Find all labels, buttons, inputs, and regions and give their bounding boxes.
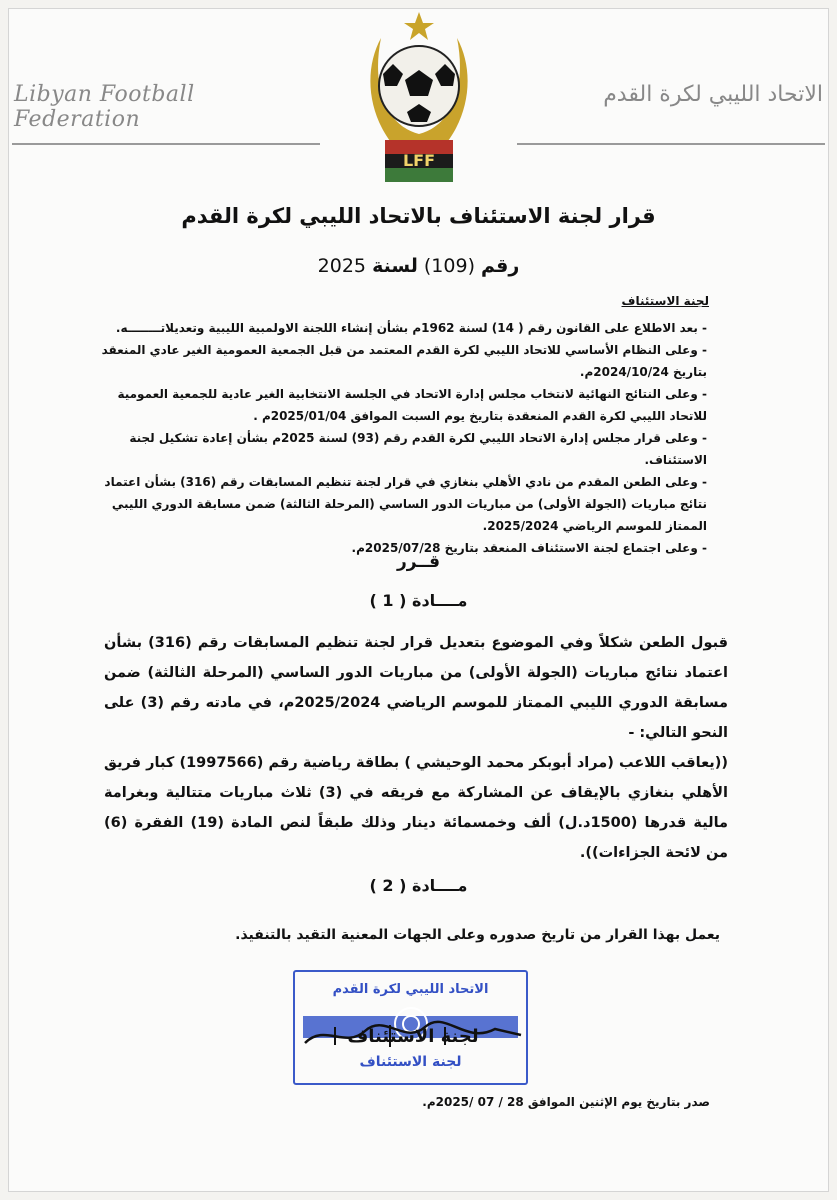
header-english-name: Libyan Football Federation [14,82,195,132]
logo-flag-stripe-green [385,168,453,182]
preliminary-item: - وعلى النظام الأساسي للاتحاد الليبي لكرة القدم المعتمد من قبل الجمعية العمومية الغير عادي المنعقد بتاريخ 2024/10/24م. [101,343,707,379]
header-divider-left [12,143,320,145]
decides-heading: قــرر [396,552,441,572]
issued-date-line: صدر بتاريخ يوم الإثنين الموافق 28 / 07 /2025م. [422,1095,710,1109]
header-divider-right [517,143,825,145]
preliminary-item: - وعلى قرار مجلس إدارة الاتحاد الليبي لكرة القدم رقم (93) لسنة 2025م بشأن إعادة تشكيل لجنة الاستئناف. [129,431,707,467]
number-value: (109) [423,255,475,277]
number-prefix: رقم [481,255,520,277]
article-2-heading: مــــادة ( 2 ) [369,876,468,895]
handwritten-signature [295,1015,531,1055]
preliminary-item: - وعلى الطعن المقدم من نادي الأهلي بنغازي في قرار لجنة تنظيم المسابقات رقم (316) بشأن اعتماد نتائج مباريات (الجولة الأولى) من مباريات الدور الساسي (المرحلة الثالثة) ضمن مسابقة الدوري الليبي الممتاز للموسم الرياضي 2025/2024. [104,475,707,533]
lff-logo [363,8,475,193]
preliminary-item: - وعلى اجتماع لجنة الاستئناف المنعقد بتاريخ 2025/07/28م. [351,541,707,555]
preliminary-item: - بعد الاطلاع على القانون رقم ( 14) لسنة 1962م بشأن إنشاء اللجنة الاولمبية الليبية وتعديلاتــــــــه. [115,321,707,335]
article-1-paragraph: ((يعاقب اللاعب (مراد أبوبكر محمد الوحيشي ) بطاقة رياضية رقم (1997566) كبار فريق الأهلي بنغازي بالإيقاف عن المشاركة مع فريقه في (3) ثلاث مباريات متتالية وبغرامة مالية قدرها (1500د.ل) ألف وخمسمائة دينار وذلك طبقاً لنص المادة (19) الفقرة (6) من لائحة الجزاءات)). [104,755,728,861]
year-value: 2025 [317,255,367,277]
article-1-body [104,628,728,868]
article-2-body: يعمل بهذا القرار من تاريخ صدوره وعلى الجهات المعنية التقيد بالتنفيذ. [235,927,720,943]
committee-label: لجنة الاستئناف [621,294,709,308]
article-1-paragraph: قبول الطعن شكلاً وفي الموضوع بتعديل قرار لجنة تنظيم المسابقات رقم (316) بشأن اعتماد نتائج مباريات (الجولة الأولى) من مباريات الدور الساسي (المرحلة الثالثة) ضمن مسابقة الدوري الليبي الممتاز للموسم الرياضي 2025/2024م، في مادته رقم (3) على النحو التالي: - [104,635,728,741]
preliminaries-list [100,317,707,559]
decision-number [200,255,637,277]
logo-text: LFF [402,151,436,170]
article-1-heading: مــــادة ( 1 ) [369,591,468,610]
year-label: لسنة [372,255,418,277]
logo-star-icon [404,12,434,40]
svg-text:لجنة الاستئناف: لجنة الاستئناف [347,1026,479,1047]
stamp-bottom-text: لجنة الاستئناف [359,1054,462,1070]
header-arabic-name: الاتحاد الليبي لكرة القدم [603,82,823,107]
stamp-top-text: الاتحاد الليبي لكرة القدم [332,982,489,997]
preliminary-item: - وعلى النتائج النهائية لانتخاب مجلس إدارة الاتحاد في الجلسة الانتخابية الغير عادية للجمعية العمومية للاتحاد الليبي لكرة القدم المنعقدة بتاريخ يوم السبت الموافق 2025/01/04م . [117,387,707,423]
decision-title: قرار لجنة الاستئناف بالاتحاد الليبي لكرة القدم [181,204,656,228]
